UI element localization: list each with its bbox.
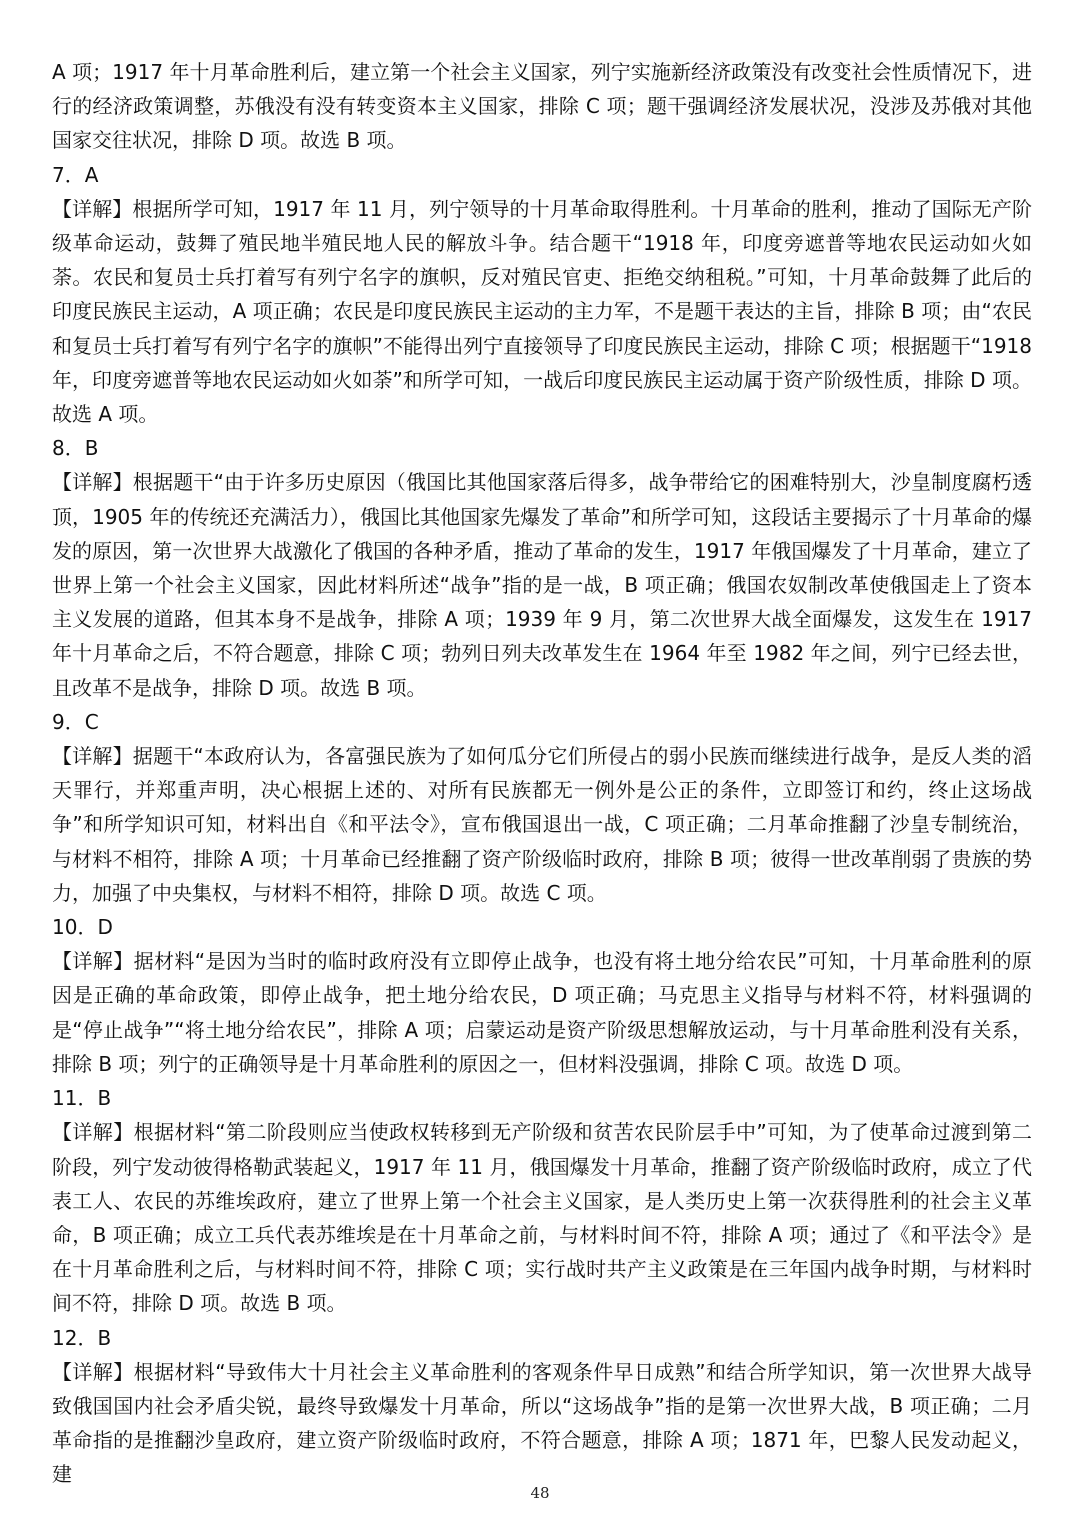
answer-9: 9．C: [52, 709, 99, 734]
explanation-12: 【详解】根据材料“导致伟大十月社会主义革命胜利的客观条件早日成熟”和结合所学知识，第一次世界大战导致俄国国内社会矛盾尖锐，最终导致爆发十月革命，所以“这场战争”指的是第一次世界大战，B 项正确；二月革命指的是推翻沙皇政府，建立资产阶级临时政府，不符合题意，排除 A 项；1871 年，巴黎人民发动起义，建: [52, 1359, 1032, 1487]
explanation-7: 【详解】根据所学可知，1917 年 11 月，列宁领导的十月革命取得胜利。十月革命的胜利，推动了国际无产阶级革命运动，鼓舞了殖民地半殖民地人民的解放斗争。结合题干“1918 年，印度旁遮普等地农民运动如火如荼。农民和复员士兵打着写有列宁名字的旗帜，反对殖民官吏、拒绝交纳租税。”可知，十月革命鼓舞了此后的印度民族民主运动，A 项正确；农民是印度民族民主运动的主力军，不是题干表达的主旨，排除 B 项；由“农民和复员士兵打着写有列宁名字的旗帜”不能得出列宁直接领导了印度民族民主运动，排除 C 项；根据题干“1918 年，印度旁遮普等地农民运动如火如荼”和所学可知，一战后印度民族民主运动属于资产阶级性质，排除 D 项。故选 A 项。: [52, 196, 1032, 427]
answer-12: 12．B: [52, 1325, 112, 1350]
answer-8: 8．B: [52, 436, 99, 461]
answer-7: 7．A: [52, 162, 99, 187]
document-body: [52, 55, 1032, 1492]
answer-11: 11．B: [52, 1086, 112, 1111]
explanation-9: 【详解】据题干“本政府认为，各富强民族为了如何瓜分它们所侵占的弱小民族而继续进行战争，是反人类的滔天罪行，并郑重声明，决心根据上述的、对所有民族都无一例外是公正的条件，立即签订和约，终止这场战争”和所学知识可知，材料出自《和平法令》，宣布俄国退出一战，C 项正确；二月革命推翻了沙皇专制统治，与材料不相符，排除 A 项；十月革命已经推翻了资产阶级临时政府，排除 B 项；彼得一世改革削弱了贵族的势力，加强了中央集权，与材料不相符，排除 D 项。故选 C 项。: [52, 744, 1032, 905]
explanation-8: 【详解】根据题干“由于许多历史原因（俄国比其他国家落后得多，战争带给它的困难特别大，沙皇制度腐朽透顶，1905 年的传统还充满活力），俄国比其他国家先爆发了革命”和所学可知，这段话主要揭示了十月革命的爆发的原因，第一次世界大战激化了俄国的各种矛盾，推动了革命的发生，1917 年俄国爆发了十月革命，建立了世界上第一个社会主义国家，因此材料所述“战争”指的是一战，B 项正确；俄国农奴制改革使俄国走上了资本主义发展的道路，但其本身不是战争，排除 A 项；1939 年 9 月，第二次世界大战全面爆发，这发生在 1917 年十月革命之后，不符合题意，排除 C 项；勃列日列夫改革发生在 1964 年至 1982 年之间，列宁已经去世，且改革不是战争，排除 D 项。故选 B 项。: [52, 470, 1032, 700]
explanation-10: 【详解】据材料“是因为当时的临时政府没有立即停止战争，也没有将土地分给农民”可知，十月革命胜利的原因是正确的革命政策，即停止战争，把土地分给农民，D 项正确；马克思主义指导与材料不符，材料强调的是“停止战争”“将土地分给农民”，排除 A 项；启蒙运动是资产阶级思想解放运动，与十月革命胜利没有关系，排除 B 项；列宁的正确领导是十月革命胜利的原因之一，但材料没强调，排除 C 项。故选 D 项。: [52, 949, 1032, 1076]
page-number: 48: [530, 1484, 550, 1502]
explanation-6-continued: A 项；1917 年十月革命胜利后，建立第一个社会主义国家，列宁实施新经济政策没有改变社会性质情况下，进行的经济政策调整，苏俄没有没有转变资本主义国家，排除 C 项；题干强调经济发展状况，没涉及苏俄对其他国家交往状况，排除 D 项。故选 B 项。: [52, 60, 1032, 153]
explanation-11: 【详解】根据材料“第二阶段则应当使政权转移到无产阶级和贫苦农民阶层手中”可知，为了使革命过渡到第二阶段，列宁发动彼得格勒武装起义，1917 年 11 月，俄国爆发十月革命，推翻了资产阶级临时政府，成立了代表工人、农民的苏维埃政府，建立了世界上第一个社会主义国家，是人类历史上第一次获得胜利的社会主义革命，B 项正确；成立工兵代表苏维埃是在十月革命之前，与材料时间不符，排除 A 项；通过了《和平法令》是在十月革命胜利之后，与材料时间不符，排除 C 项；实行战时共产主义政策是在三年国内战争时期，与材料时间不符，排除 D 项。故选 B 项。: [52, 1120, 1032, 1316]
answer-10: 10．D: [52, 915, 113, 940]
